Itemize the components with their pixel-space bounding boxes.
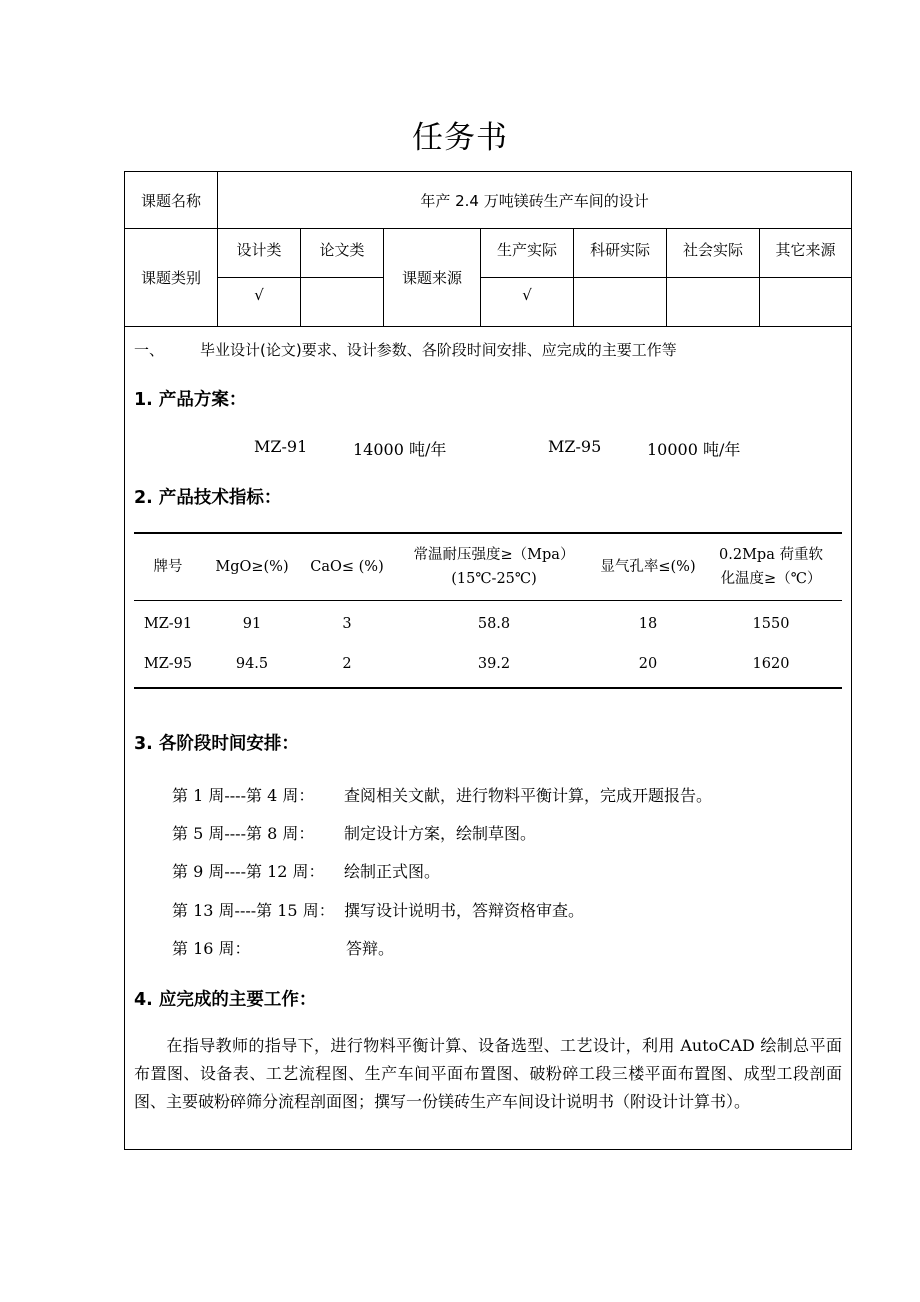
col-softening (700, 533, 842, 601)
schedule-period: 第 16 周： (172, 939, 251, 958)
col-mgo: MgO≥(%) (202, 533, 302, 601)
src-production: 生产实际 (481, 229, 574, 278)
cell-softening: 1620 (700, 644, 842, 688)
check-production: √ (481, 278, 574, 327)
main-work-text (134, 1032, 842, 1116)
main-work-body: 在指导教师的指导下，进行物料平衡计算、设备选型、工艺设计，利用 AutoCAD 绘制总平面布置图、设备表、工艺流程图、生产车间平面布置图、破粉碎工段三楼平面布置图、成型工段剖面图、主要破粉碎筛分流程剖面图；撰写一份镁砖生产车间设计说明书（附设计计算书）。 (134, 1036, 842, 1111)
cell-strength: 58.8 (477, 616, 511, 632)
plan-item2-name: MZ-95 (548, 437, 602, 456)
type-design: 设计类 (218, 229, 301, 278)
check-research (574, 278, 667, 327)
col-cao: CaO≤ (%) (302, 533, 392, 601)
spec-heading: 2. 产品技术指标： (134, 488, 282, 508)
spec-table (134, 532, 842, 689)
product-plan-heading: 1. 产品方案： (134, 390, 247, 410)
schedule-task: 撰写设计说明书，答辩资格审查。 (344, 901, 585, 920)
cell-cao: 3 (342, 616, 352, 632)
topic-name-label: 课题名称 (125, 172, 218, 229)
col-softening-line1: 0.2Mpa 荷重软 (719, 547, 823, 563)
schedule-period: 第 9 周----第 12 周： (172, 862, 325, 881)
type-thesis: 论文类 (301, 229, 384, 278)
schedule-period: 第 5 周----第 8 周： (172, 824, 315, 843)
plan-item1-name: MZ-91 (254, 437, 308, 456)
main-work-heading: 4. 应完成的主要工作： (134, 990, 317, 1010)
col-strength (392, 533, 596, 601)
section-intro-text: 毕业设计(论文)要求、设计参数、各阶段时间安排、应完成的主要工作等 (200, 341, 677, 359)
col-softening-line2: 化温度≥（℃） (720, 571, 822, 587)
schedule-task: 查阅相关文献，进行物料平衡计算，完成开题报告。 (344, 786, 713, 805)
schedule-period: 第 13 周----第 15 周： (172, 901, 335, 920)
check-social (667, 278, 760, 327)
table-row (134, 601, 842, 645)
schedule-task: 绘制正式图。 (344, 862, 441, 881)
col-porosity: 显气孔率≤(%) (596, 533, 700, 601)
src-social: 社会实际 (667, 229, 760, 278)
content-area (125, 326, 850, 1149)
col-grade: 牌号 (134, 533, 202, 601)
col-strength-line1: 常温耐压强度≥（Mpa） (413, 547, 575, 563)
cell-mgo: 94.5 (202, 644, 302, 688)
cell-softening: 1550 (752, 616, 790, 632)
plan-item2-qty: 10000 吨/年 (647, 440, 741, 459)
schedule-task: 制定设计方案，绘制草图。 (344, 824, 537, 843)
col-strength-line2: (15℃-25℃) (451, 571, 537, 587)
cell-porosity: 18 (638, 616, 658, 632)
topic-name-value: 年产 2.4 万吨镁砖生产车间的设计 (218, 172, 852, 229)
cell-grade: MZ-95 (134, 644, 202, 688)
topic-type-label: 课题类别 (125, 229, 218, 327)
src-research: 科研实际 (574, 229, 667, 278)
schedule-task: 答辩。 (346, 939, 395, 958)
src-other: 其它来源 (760, 229, 852, 278)
cell-porosity: 20 (596, 644, 700, 688)
plan-item1-qty: 14000 吨/年 (353, 440, 447, 459)
table-row (134, 644, 842, 688)
cell-strength: 39.2 (392, 644, 596, 688)
check-design: √ (218, 278, 301, 327)
cell-mgo: 91 (242, 616, 262, 632)
schedule-period: 第 1 周----第 4 周： (172, 786, 315, 805)
check-thesis (301, 278, 384, 327)
cell-cao: 2 (302, 644, 392, 688)
spec-header-row (134, 533, 842, 601)
page-title: 任务书 (412, 120, 508, 156)
topic-source-label: 课题来源 (384, 229, 481, 327)
schedule-heading: 3. 各阶段时间安排： (134, 734, 299, 754)
section-intro-num: 一、 (134, 341, 165, 359)
check-other (760, 278, 852, 327)
cell-grade: MZ-91 (143, 616, 193, 632)
